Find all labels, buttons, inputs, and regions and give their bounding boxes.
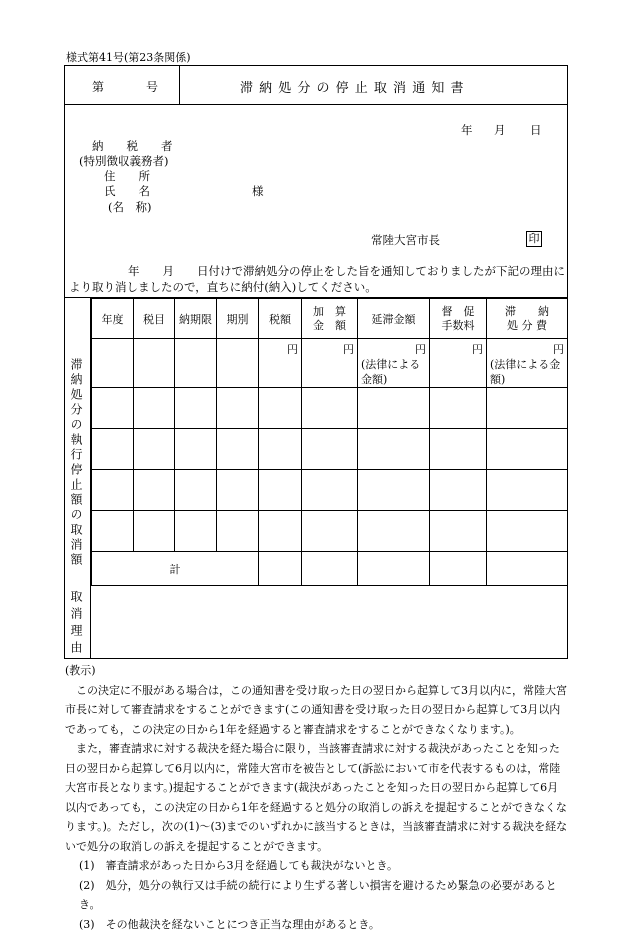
name-label: 氏 名: [104, 183, 150, 199]
cell-tax-amount: [259, 339, 302, 388]
amount-table: [91, 298, 568, 586]
table-row: [92, 339, 568, 388]
col-header-year: 年度: [92, 299, 134, 339]
table-total-row: [92, 552, 568, 586]
sama-honorific: 様: [252, 183, 264, 199]
number-go: 号: [146, 78, 158, 95]
table-header-row: [92, 299, 568, 339]
unit-yen: 円: [287, 343, 298, 356]
total-label: 計: [92, 552, 259, 586]
cell-tax-item: [134, 339, 175, 388]
cell-period: [217, 339, 259, 388]
table-row: [92, 470, 568, 511]
table-row: [92, 388, 568, 429]
col-header-tax-amount: 税額: [259, 299, 302, 339]
legal-note: (法律による金額): [361, 357, 426, 387]
table-row: [92, 511, 568, 552]
instructions-items: [65, 856, 569, 934]
col-header-delinquent: 延滞金額: [358, 299, 430, 339]
cell-demand-fee: [430, 339, 487, 388]
date-day: 日: [530, 122, 542, 138]
side-label: 滞納処分の執行停止額の取消額: [70, 358, 82, 568]
seal-mark: 印: [526, 231, 542, 247]
unit-yen: 円: [472, 343, 483, 356]
list-item: (2) 処分，処分の執行又は手続の続行により生ずる著しい損害を避けるため緊急の必要があるとき。: [65, 876, 569, 915]
col-header-disposal-cost: 滞 納 処 分 費: [487, 299, 568, 339]
reason-label: 取消理由: [70, 590, 82, 658]
col-header-period: 期別: [217, 299, 259, 339]
special-collector-label: (特別徴収義務者): [79, 153, 168, 169]
notice-line-1: 年 月 日付けで滞納処分の停止をした旨を通知しておりましたが下記の理由に: [128, 263, 565, 279]
header-divider: [64, 104, 568, 105]
form-number: 様式第41号(第23条関係): [66, 49, 191, 65]
mayor-title: 常陸大宮市長: [371, 232, 440, 248]
table-row: [92, 429, 568, 470]
unit-yen: 円: [490, 341, 564, 357]
col-header-tax-item: 税目: [134, 299, 175, 339]
unit-yen: 円: [343, 343, 354, 356]
cell-delinquent: [358, 339, 430, 388]
address-label: 住 所: [104, 168, 150, 184]
number-dai: 第: [92, 78, 104, 95]
col-header-demand-fee: 督 促 手数料: [430, 299, 487, 339]
col-header-due-date: 納期限: [175, 299, 217, 339]
instructions-paragraph-1: この決定に不服がある場合は，この通知書を受け取った日の翌日から起算して3月以内に，常陸大宮市長に対して審査請求をすることができます(この通知書を受け取った日の翌日から起算して3月以内であっても，この決定の日から1年を経過すると審査請求をすることができなくなります。)。: [65, 681, 569, 740]
instructions: [65, 661, 569, 934]
instructions-heading: (教示): [65, 661, 569, 681]
list-item: (1) 審査請求があった日から3月を経過しても裁決がないとき。: [65, 856, 569, 876]
cell-additional: [302, 339, 358, 388]
document-title: 滞 納 処 分 の 停 止 取 消 通 知 書: [240, 77, 464, 96]
legal-note: (法律による金額): [490, 357, 564, 387]
notice-line-2: より取り消しましたので，直ちに納付(納入)してください。: [69, 279, 377, 295]
date-year: 年: [461, 122, 473, 138]
unit-yen: 円: [361, 341, 426, 357]
list-item: (3) その他裁決を経ないことにつき正当な理由があるとき。: [65, 915, 569, 934]
date-month: 月: [494, 122, 506, 138]
cell-due-date: [175, 339, 217, 388]
instructions-paragraph-2: また，審査請求に対する裁決を経た場合に限り，当該審査請求に対する裁決があったことを知った日の翌日から起算して6月以内に，常陸大宮市を被告として(訴訟において市を代表するものは，常陸大宮市長となります。)提起することができます(裁決があったことを知った日の翌日から起算して6月以内であっても，この決定の日から1年を経過すると処分の取消しの訴えを提起することができなくなります。)。ただし，次の(1)～(3)までのいずれかに該当するときは，当該審査請求に対する裁決を経ないで処分の取消しの訴えを提起することができます。: [65, 739, 569, 856]
corp-name-label: (名 称): [108, 199, 151, 215]
cell-disposal-cost: [487, 339, 568, 388]
reason-divider: [90, 579, 91, 659]
taxpayer-label: 納 税 者: [92, 138, 173, 154]
cell-year: [92, 339, 134, 388]
header-vertical-divider: [179, 65, 180, 105]
col-header-additional: 加 算 金 額: [302, 299, 358, 339]
